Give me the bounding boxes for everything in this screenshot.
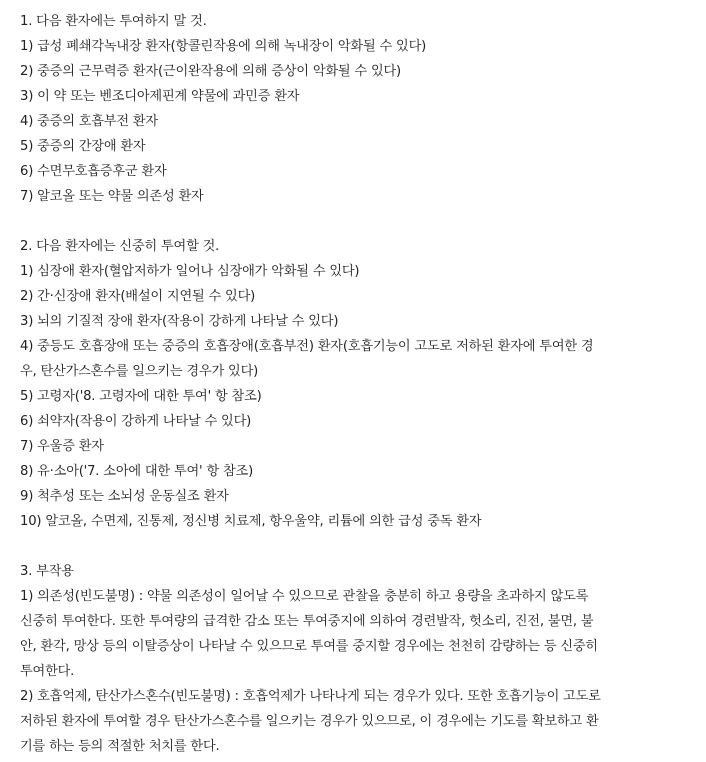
section-precautions [20,234,706,534]
list-item: 3) 이 약 또는 벤조디아제핀계 약물에 과민증 환자 [20,89,300,104]
list-item: 8) 유·소아('7. 소아에 대한 투여' 항 참조) [20,464,254,479]
list-item-continuation: 투여한다. [20,664,75,679]
section-heading: 2. 다음 환자에는 신중히 투여할 것. [20,239,220,254]
list-item-continuation: 안, 환각, 망상 등의 이탈증상이 나타날 수 있으므로 투여를 중지할 경우에는 천천히 감량하는 등 신중히 [20,639,598,654]
list-item: 6) 수면무호흡증후군 환자 [20,164,167,179]
section-adverse-reactions [20,559,706,759]
section-heading: 3. 부작용 [20,564,74,579]
list-item-continuation: 저하된 환자에 투여할 경우 탄산가스혼수를 일으키는 경우가 있으므로, 이 경우에는 기도를 확보하고 환 [20,714,599,729]
list-item: 2) 간·신장애 환자(배설이 지연될 수 있다) [20,289,256,304]
list-item: 1) 의존성(빈도불명) : 약물 의존성이 일어날 수 있으므로 관찰을 충분히 하고 용량을 초과하지 않도록 [20,589,589,604]
list-item: 6) 쇠약자(작용이 강하게 나타날 수 있다) [20,414,252,429]
list-item: 2) 호흡억제, 탄산가스혼수(빈도불명) : 호흡억제가 나타나게 되는 경우가 있다. 또한 호흡기능이 고도로 [20,689,601,704]
list-item: 5) 고령자('8. 고령자에 대한 투여' 항 참조) [20,389,262,404]
section-spacer [20,209,706,234]
section-contraindications [20,9,706,209]
list-item: 4) 중증의 호흡부전 환자 [20,114,158,129]
list-item: 2) 중증의 근무력증 환자(근이완작용에 의해 증상이 악화될 수 있다) [20,64,401,79]
section-heading: 1. 다음 환자에는 투여하지 말 것. [20,14,207,29]
list-item-continuation: 기를 하는 등의 적절한 처치를 한다. [20,739,220,754]
list-item-continuation: 신중히 투여한다. 또한 투여량의 급격한 감소 또는 투여중지에 의하여 경련발작, 헛소리, 진전, 불면, 불 [20,614,594,629]
list-item: 3) 뇌의 기질적 장애 환자(작용이 강하게 나타날 수 있다) [20,314,339,329]
list-item: 1) 급성 폐쇄각녹내장 환자(항콜린작용에 의해 녹내장이 악화될 수 있다) [20,39,427,54]
list-item: 10) 알코올, 수면제, 진통제, 정신병 치료제, 항우울약, 리튬에 의한 급성 중독 환자 [20,514,482,529]
list-item: 9) 척추성 또는 소뇌성 운동실조 환자 [20,489,229,504]
list-item: 4) 중등도 호흡장애 또는 중증의 호흡장애(호흡부전) 환자(호흡기능이 고도로 저하된 환자에 투여한 경 [20,339,594,354]
list-item: 7) 알코올 또는 약물 의존성 환자 [20,189,204,204]
list-item: 7) 우울증 환자 [20,439,104,454]
list-item-continuation: 우, 탄산가스혼수를 일으키는 경우가 있다) [20,364,259,379]
list-item: 5) 중증의 간장애 환자 [20,139,146,154]
list-item: 1) 심장애 환자(혈압저하가 일어나 심장애가 악화될 수 있다) [20,264,360,279]
section-spacer [20,534,706,559]
